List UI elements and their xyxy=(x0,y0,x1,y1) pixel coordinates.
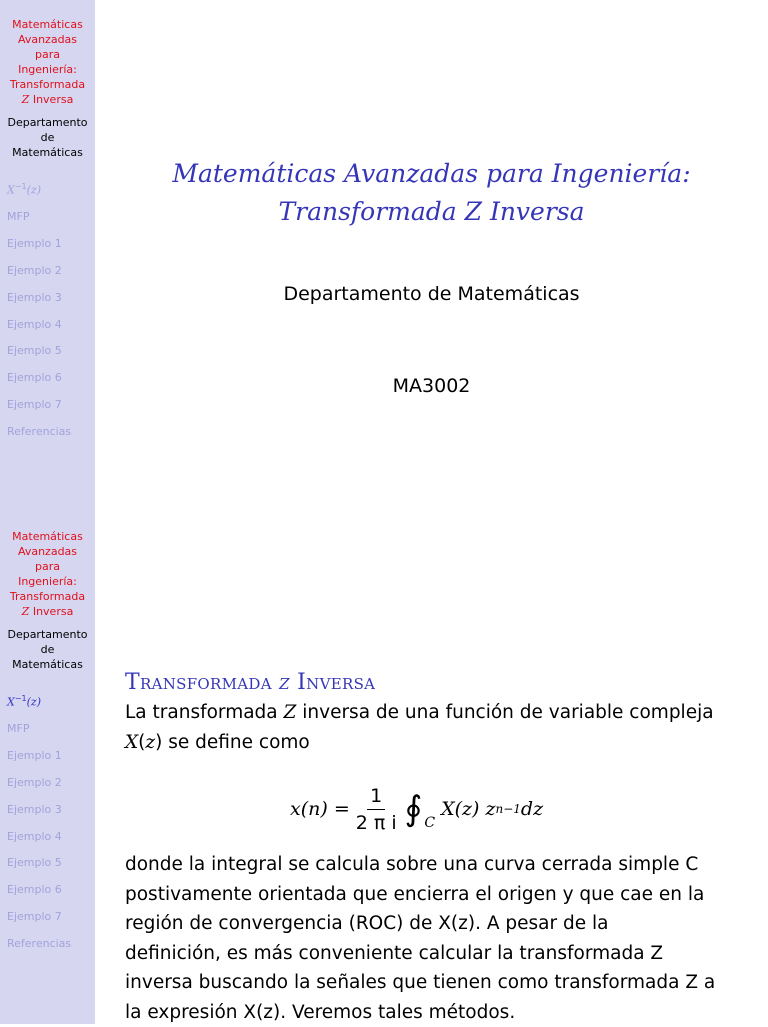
nav-item-ejemplo-1[interactable]: Ejemplo 1 xyxy=(7,749,62,763)
nav-item-ejemplo-3[interactable]: Ejemplo 3 xyxy=(7,290,62,304)
slide-main xyxy=(95,0,768,512)
definition-paragraph: La transformada Z inversa de una función de variable compleja X(z) se define como xyxy=(125,702,714,753)
nav-item-ejemplo-5[interactable]: Ejemplo 5 xyxy=(7,856,62,870)
sidebar-nav xyxy=(0,174,95,446)
nav-item-inverse[interactable]: $X^{-1}(z)$ xyxy=(7,694,42,709)
nav-item-ejemplo-2[interactable]: Ejemplo 2 xyxy=(7,264,62,278)
department-name: Departamento de Matemáticas xyxy=(283,283,580,305)
nav-item-referencias[interactable]: Referencias xyxy=(7,936,72,950)
sidebar-title[interactable]: Matemáticas Avanzadas para Ingeniería: Transformada Z Inversa xyxy=(9,530,86,618)
course-code: MA3002 xyxy=(392,375,471,397)
frame-title: Transformada z Inversa xyxy=(125,670,376,695)
nav-item-ejemplo-4[interactable]: Ejemplo 4 xyxy=(7,317,62,331)
contour-integral-symbol: ∮ xyxy=(404,789,423,829)
nav-item-ejemplo-6[interactable]: Ejemplo 6 xyxy=(7,883,62,897)
nav-item-ejemplo-6[interactable]: Ejemplo 6 xyxy=(7,371,62,385)
sidebar-nav xyxy=(0,686,95,958)
fraction: $\frac{1}{\text{2 π i}}$ xyxy=(355,784,397,834)
nav-item-inverse[interactable]: $X^{-1}(z)$ xyxy=(7,182,42,197)
title-slide xyxy=(0,0,768,512)
presentation-title: Matemáticas Avanzadas para Ingeniería: Transformada Z Inversa xyxy=(172,159,691,226)
content-slide xyxy=(0,512,768,1024)
nav-item-ejemplo-1[interactable]: Ejemplo 1 xyxy=(7,237,62,251)
explanation-paragraph: donde la integral se calcula sobre una curva cerrada simple C postivamente orientada que encierra el origen y que cae en la región de convergencia (ROC) de X(z). A pesar de la definición, es más conveniente calcular la transformada Z inversa buscando la señales que tienen como transformada Z a la expresión X(z). Veremos tales métodos. xyxy=(125,854,716,1023)
inverse-z-formula: x(n) = $\frac{1}{\text{2 π i}}$ ∮ C X(z) z n−1 dz xyxy=(290,784,544,834)
sidebar-department: Departamento de Matemáticas xyxy=(7,628,88,671)
nav-item-ejemplo-7[interactable]: Ejemplo 7 xyxy=(7,910,62,924)
sidebar-title[interactable]: Matemáticas Avanzadas para Ingeniería: Transformada Z Inversa xyxy=(9,18,86,106)
nav-item-ejemplo-7[interactable]: Ejemplo 7 xyxy=(7,398,62,412)
nav-item-mfp[interactable]: MFP xyxy=(7,722,30,736)
sidebar xyxy=(0,0,95,512)
nav-item-ejemplo-5[interactable]: Ejemplo 5 xyxy=(7,344,62,358)
nav-item-ejemplo-2[interactable]: Ejemplo 2 xyxy=(7,776,62,790)
nav-item-referencias[interactable]: Referencias xyxy=(7,424,72,438)
nav-item-ejemplo-4[interactable]: Ejemplo 4 xyxy=(7,829,62,843)
slide-main xyxy=(95,512,768,1024)
sidebar xyxy=(0,512,95,1024)
nav-item-ejemplo-3[interactable]: Ejemplo 3 xyxy=(7,802,62,816)
sidebar-department: Departamento de Matemáticas xyxy=(7,116,88,159)
nav-item-mfp[interactable]: MFP xyxy=(7,210,30,224)
